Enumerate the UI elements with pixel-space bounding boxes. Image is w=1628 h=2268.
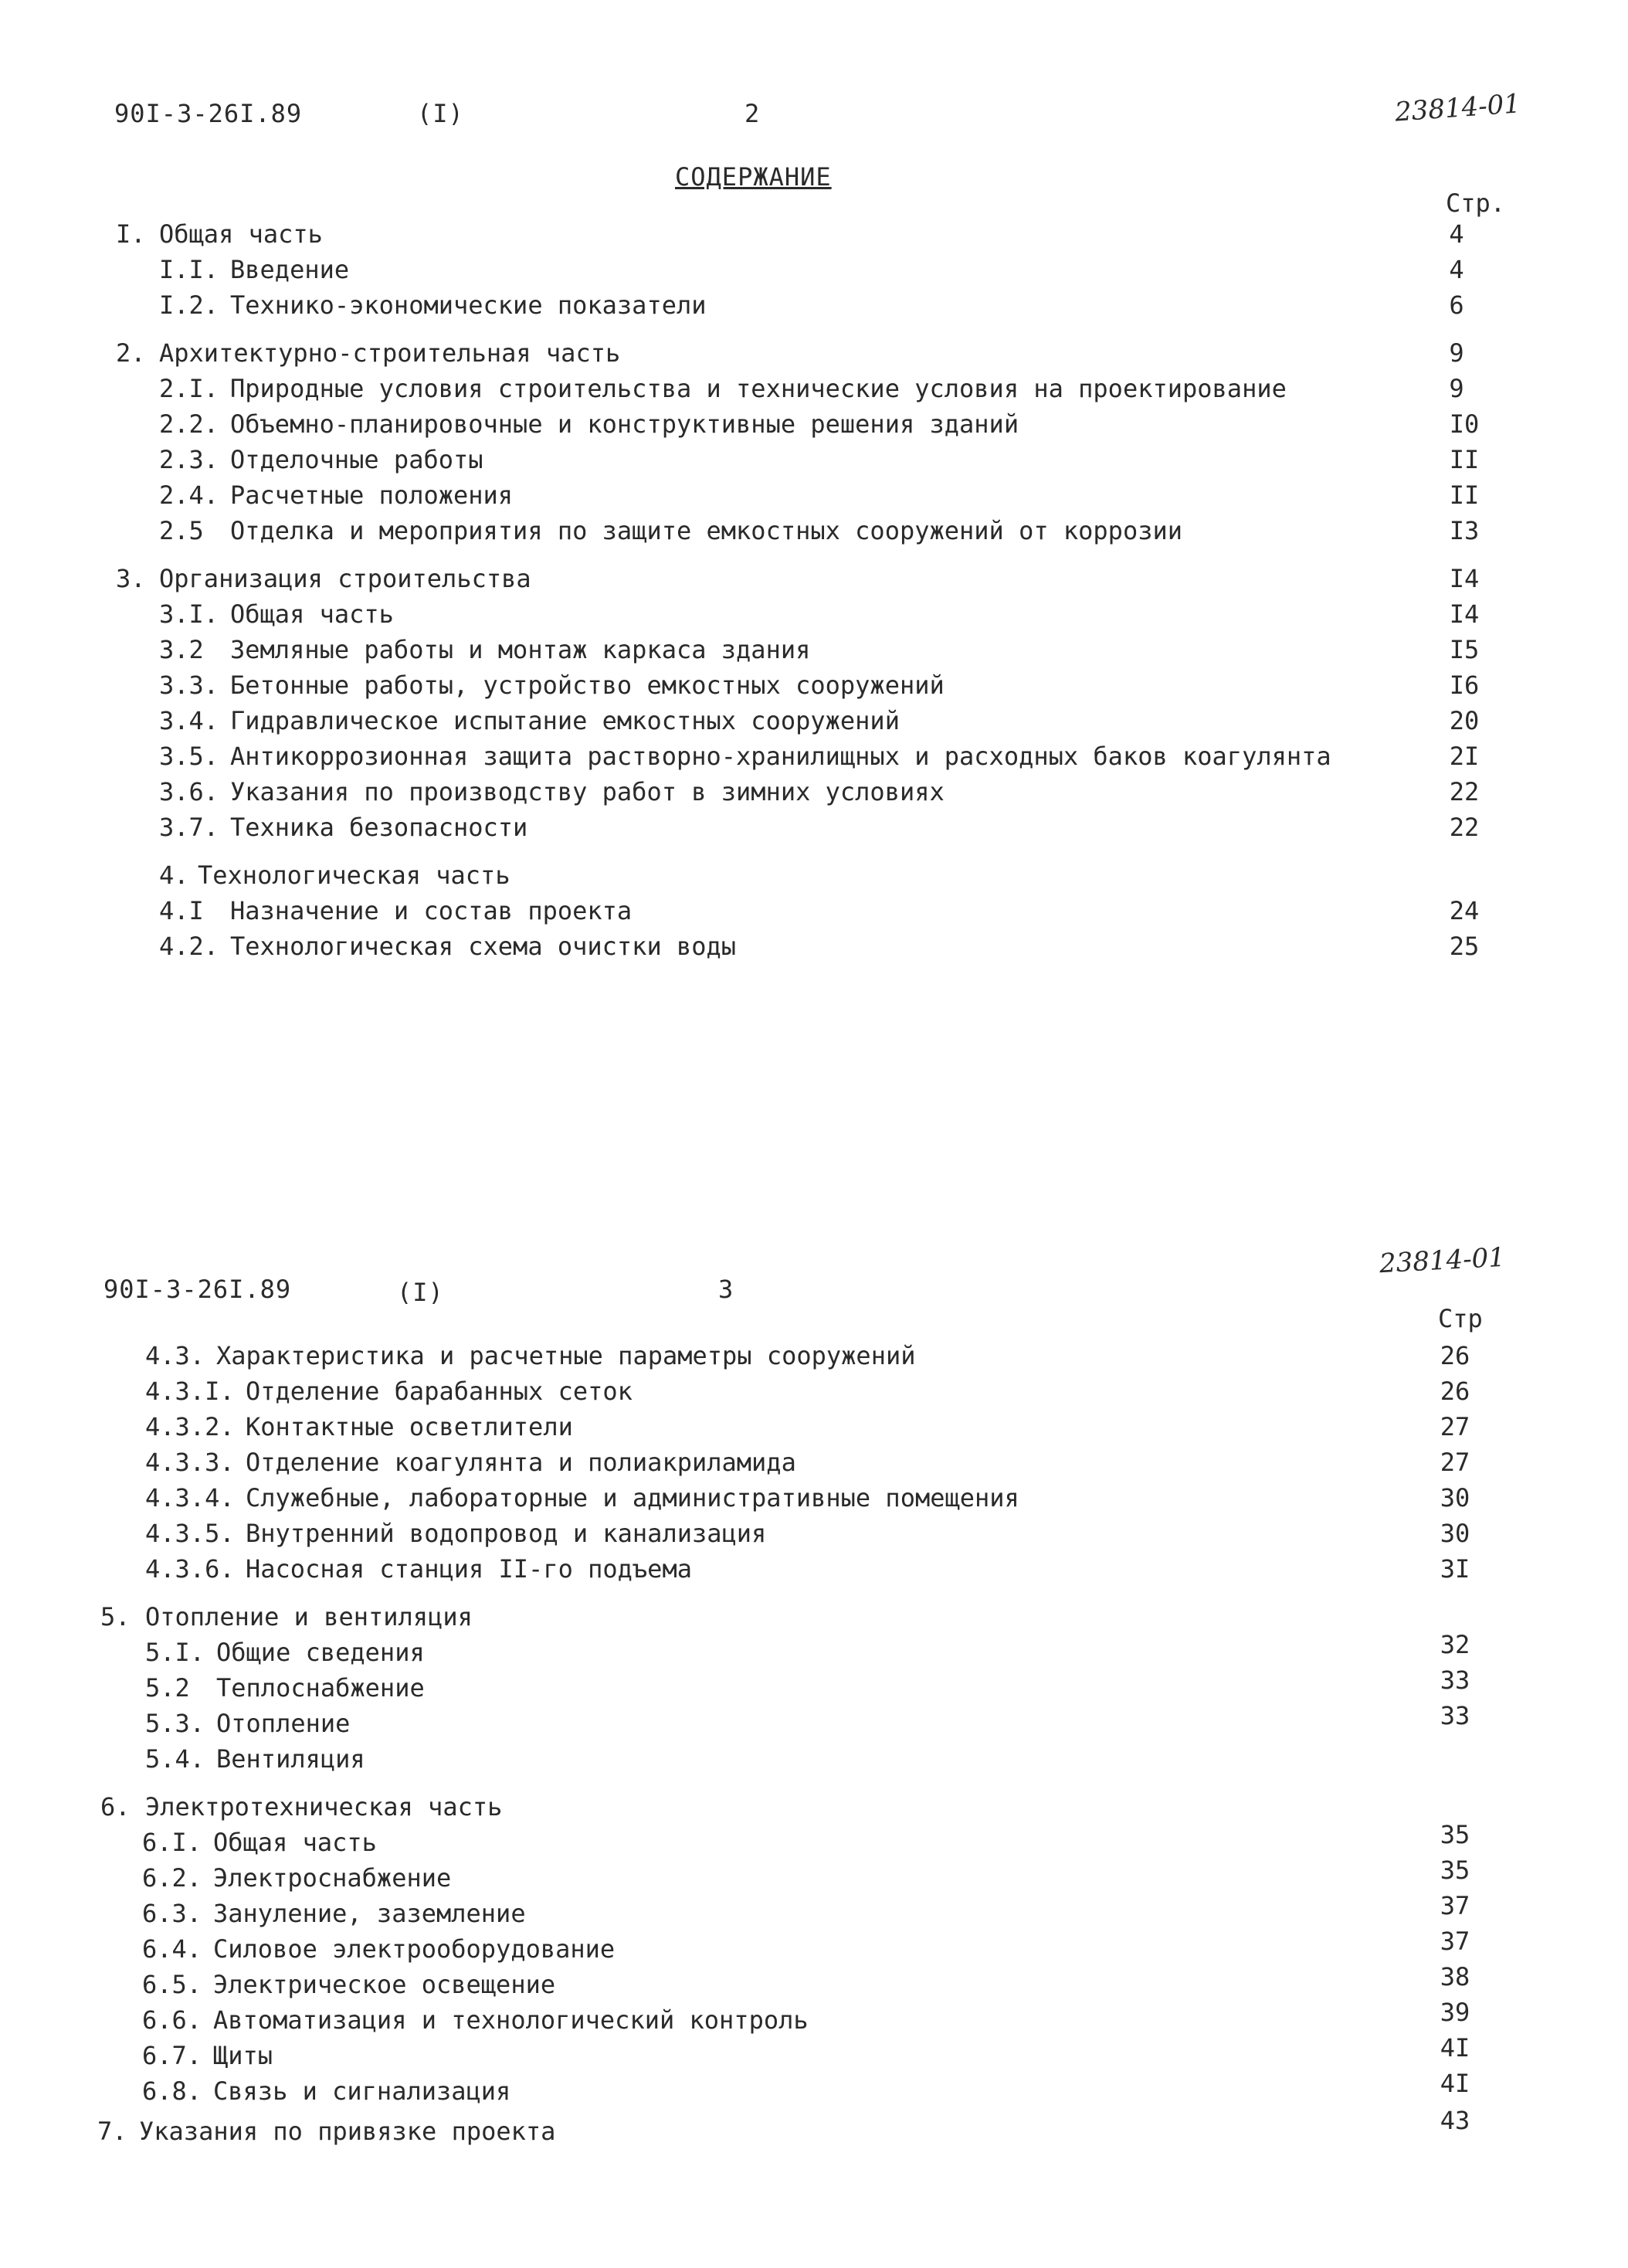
page-ref: 39 xyxy=(1440,1998,1470,2027)
section-number: 6.I. xyxy=(142,1828,202,1857)
section-title: Указания по производству работ в зимних условиях xyxy=(230,777,945,806)
toc-entry xyxy=(0,777,1628,811)
toc-entry xyxy=(0,1519,1628,1553)
section-number: 3. xyxy=(116,564,146,593)
section-number: 3.2 xyxy=(159,635,204,664)
section-title: Отделка и мероприятия по защите емкостных сооружений от коррозии xyxy=(230,516,1182,545)
section-title: Архитектурно-строительная часть xyxy=(159,338,621,368)
page-ref: 24 xyxy=(1449,896,1480,925)
toc-entry xyxy=(0,1341,1628,1375)
section-number: 3.5. xyxy=(159,742,219,771)
section-number: 2.3. xyxy=(159,445,219,474)
section-title: Отделение коагулянта и полиакриламида xyxy=(246,1448,796,1477)
toc-entry xyxy=(0,635,1628,669)
section-title: Организация строительства xyxy=(159,564,531,593)
toc-entry xyxy=(0,1483,1628,1517)
toc-page-1 xyxy=(0,0,1628,1081)
page-ref: 32 xyxy=(1440,1630,1470,1659)
section-title: Силовое электрооборудование xyxy=(213,1934,616,1964)
page-ref: 22 xyxy=(1449,777,1480,806)
section-number: 5.I. xyxy=(145,1638,205,1667)
section-title: Контактные осветлители xyxy=(246,1412,573,1441)
section-number: 3.6. xyxy=(159,777,219,806)
toc-page-2 xyxy=(0,1205,1628,2268)
page-ref: I6 xyxy=(1449,671,1480,700)
page-column-header: Стр. xyxy=(1446,188,1506,218)
page-ref: 27 xyxy=(1440,1448,1470,1477)
section-title: Антикоррозионная защита растворно-хранилищных и расходных баков коагулянта xyxy=(230,742,1331,771)
toc-entry xyxy=(0,1998,1628,2039)
section-title: Общие сведения xyxy=(216,1638,425,1667)
section-title: Технико-экономические показатели xyxy=(230,290,707,320)
page-ref: 33 xyxy=(1440,1701,1470,1730)
section-title: Связь и сигнализация xyxy=(213,2076,511,2106)
page-ref: II xyxy=(1449,480,1480,510)
section-title: Гидравлическое испытание емкостных сооружений xyxy=(230,706,900,735)
section-title: Технологическая часть xyxy=(198,861,510,890)
toc-entry xyxy=(0,2069,1628,2110)
toc-entry xyxy=(0,338,1628,372)
section-number: 7. xyxy=(97,2117,127,2146)
volume-number: (I) xyxy=(417,99,464,128)
page-ref: 22 xyxy=(1449,813,1480,842)
archive-stamp: 23814-01 xyxy=(1379,1241,1506,1280)
toc-entry xyxy=(0,861,1628,895)
volume-number: (I) xyxy=(397,1278,444,1307)
page-number: 3 xyxy=(718,1275,734,1304)
page-ref: 43 xyxy=(1440,2106,1470,2135)
section-number: 6.3. xyxy=(142,1899,202,1928)
section-number: 4.3.2. xyxy=(145,1412,235,1441)
page-ref: 37 xyxy=(1440,1927,1470,1956)
doc-code: 90I-3-26I.89 xyxy=(114,99,303,128)
toc-entry xyxy=(0,1792,1628,1826)
section-title: Земляные работы и монтаж каркаса здания xyxy=(230,635,811,664)
page-ref: I5 xyxy=(1449,635,1480,664)
toc-entry xyxy=(0,706,1628,740)
page-ref: 35 xyxy=(1440,1820,1470,1849)
toc-entry xyxy=(0,1701,1628,1743)
toc-entry xyxy=(0,2033,1628,2075)
section-title: Введение xyxy=(230,255,350,284)
toc-entry xyxy=(0,742,1628,776)
page-ref: 25 xyxy=(1449,932,1480,961)
section-title: Техника безопасности xyxy=(230,813,528,842)
section-number: 2.2. xyxy=(159,409,219,439)
section-title: Зануление, заземление xyxy=(213,1899,526,1928)
page-number: 2 xyxy=(744,99,761,128)
toc-entry xyxy=(0,932,1628,966)
section-title: Общая часть xyxy=(230,599,394,629)
toc-entry xyxy=(0,290,1628,324)
section-number: 3.7. xyxy=(159,813,219,842)
toc-entry xyxy=(0,1962,1628,2004)
page-ref: 20 xyxy=(1449,706,1480,735)
section-title: Общая часть xyxy=(159,219,323,249)
section-title: Насосная станция II-го подъема xyxy=(246,1554,692,1584)
section-title: Отопление и вентиляция xyxy=(145,1602,473,1631)
page-ref: 4I xyxy=(1440,2033,1470,2063)
section-number: 2. xyxy=(116,338,146,368)
section-title: Служебные, лабораторные и административные помещения xyxy=(246,1483,1019,1513)
toc-entry xyxy=(0,671,1628,705)
section-number: 4.2. xyxy=(159,932,219,961)
section-number: 4.3.I. xyxy=(145,1377,235,1406)
toc-entry xyxy=(0,1665,1628,1707)
section-number: 4.3.6. xyxy=(145,1554,235,1584)
section-title: Электротехническая часть xyxy=(145,1792,503,1822)
section-number: 3.I. xyxy=(159,599,219,629)
toc-entry xyxy=(0,1448,1628,1482)
section-title: Электроснабжение xyxy=(213,1863,452,1893)
section-number: 6.5. xyxy=(142,1970,202,1999)
section-title: Бетонные работы, устройство емкостных сооружений xyxy=(230,671,945,700)
page-ref: 37 xyxy=(1440,1891,1470,1920)
section-number: 6.4. xyxy=(142,1934,202,1964)
page-ref: 9 xyxy=(1449,374,1464,403)
toc-entry xyxy=(0,1891,1628,1933)
toc-entry xyxy=(0,896,1628,930)
section-title: Отделочные работы xyxy=(230,445,483,474)
section-number: 6.2. xyxy=(142,1863,202,1893)
toc-entry xyxy=(0,1377,1628,1411)
section-number: 4.3.5. xyxy=(145,1519,235,1548)
page-ref: 33 xyxy=(1440,1665,1470,1695)
page-ref: 30 xyxy=(1440,1483,1470,1513)
section-title: Отопление xyxy=(216,1709,351,1738)
page-ref: II xyxy=(1449,445,1480,474)
section-number: 5.2 xyxy=(145,1673,190,1703)
page-ref: I3 xyxy=(1449,516,1480,545)
section-title: Природные условия строительства и технические условия на проектирование xyxy=(230,374,1287,403)
page-ref: 6 xyxy=(1449,290,1464,320)
page-ref: 4 xyxy=(1449,219,1464,249)
page-ref: 30 xyxy=(1440,1519,1470,1548)
section-number: 4.I xyxy=(159,896,204,925)
toc-entry xyxy=(0,1855,1628,1897)
page-ref: 3I xyxy=(1440,1554,1470,1584)
page-ref: I4 xyxy=(1449,564,1480,593)
page-ref: 38 xyxy=(1440,1962,1470,1991)
section-title: Отделение барабанных сеток xyxy=(246,1377,633,1406)
archive-stamp: 23814-01 xyxy=(1393,88,1522,128)
page-ref: 4I xyxy=(1440,2069,1470,2098)
toc-entry xyxy=(0,2106,1628,2151)
page-ref: 2I xyxy=(1449,742,1480,771)
section-number: 5. xyxy=(100,1602,131,1631)
toc-entry xyxy=(0,1744,1628,1778)
section-title: Электрическое освещение xyxy=(213,1970,556,1999)
page-ref: I0 xyxy=(1449,409,1480,439)
toc-entry xyxy=(0,219,1628,253)
toc-entry xyxy=(0,480,1628,514)
section-number: 6.7. xyxy=(142,2041,202,2070)
page-ref: 4 xyxy=(1449,255,1464,284)
page-ref: 9 xyxy=(1449,338,1464,368)
toc-entry xyxy=(0,599,1628,633)
section-number: 5.4. xyxy=(145,1744,205,1774)
section-number: 3.4. xyxy=(159,706,219,735)
toc-entry xyxy=(0,409,1628,443)
section-number: 4. xyxy=(159,861,189,890)
toc-entry xyxy=(0,1927,1628,1968)
toc-entry xyxy=(0,564,1628,598)
section-number: 4.3. xyxy=(145,1341,205,1370)
section-number: I.2. xyxy=(159,290,219,320)
section-number: 5.3. xyxy=(145,1709,205,1738)
doc-code: 90I-3-26I.89 xyxy=(103,1275,292,1304)
page-column-header: Стр xyxy=(1438,1304,1483,1333)
toc-entry xyxy=(0,1820,1628,1862)
section-number: 6.8. xyxy=(142,2076,202,2106)
section-title: Назначение и состав проекта xyxy=(230,896,633,925)
section-number: 4.3.3. xyxy=(145,1448,235,1477)
section-number: 2.5 xyxy=(159,516,204,545)
section-title: Указания по привязке проекта xyxy=(139,2117,556,2146)
section-title: Вентиляция xyxy=(216,1744,365,1774)
section-number: 2.I. xyxy=(159,374,219,403)
toc-entry xyxy=(0,445,1628,479)
section-number: I. xyxy=(116,219,146,249)
section-title: Характеристика и расчетные параметры сооружений xyxy=(216,1341,916,1370)
toc-entry xyxy=(0,1412,1628,1446)
section-title: Объемно-планировочные и конструктивные решения зданий xyxy=(230,409,1019,439)
toc-title: СОДЕРЖАНИЕ xyxy=(675,162,832,192)
page-ref: 26 xyxy=(1440,1341,1470,1370)
section-title: Теплоснабжение xyxy=(216,1673,425,1703)
section-number: I.I. xyxy=(159,255,219,284)
toc-entry xyxy=(0,374,1628,408)
section-title: Технологическая схема очистки воды xyxy=(230,932,737,961)
page-ref: 35 xyxy=(1440,1855,1470,1885)
section-number: 6. xyxy=(100,1792,131,1822)
section-number: 2.4. xyxy=(159,480,219,510)
section-number: 4.3.4. xyxy=(145,1483,235,1513)
toc-entry xyxy=(0,1630,1628,1672)
toc-entry xyxy=(0,516,1628,550)
section-title: Общая часть xyxy=(213,1828,377,1857)
section-number: 3.3. xyxy=(159,671,219,700)
section-number: 6.6. xyxy=(142,2005,202,2035)
toc-entry xyxy=(0,813,1628,847)
page-ref: 26 xyxy=(1440,1377,1470,1406)
section-title: Внутренний водопровод и канализация xyxy=(246,1519,767,1548)
section-title: Расчетные положения xyxy=(230,480,514,510)
toc-entry xyxy=(0,1602,1628,1636)
toc-entry xyxy=(0,1554,1628,1588)
toc-entry xyxy=(0,255,1628,289)
section-title: Щиты xyxy=(213,2041,273,2070)
page-ref: I4 xyxy=(1449,599,1480,629)
section-title: Автоматизация и технологический контроль xyxy=(213,2005,809,2035)
page-ref: 27 xyxy=(1440,1412,1470,1441)
